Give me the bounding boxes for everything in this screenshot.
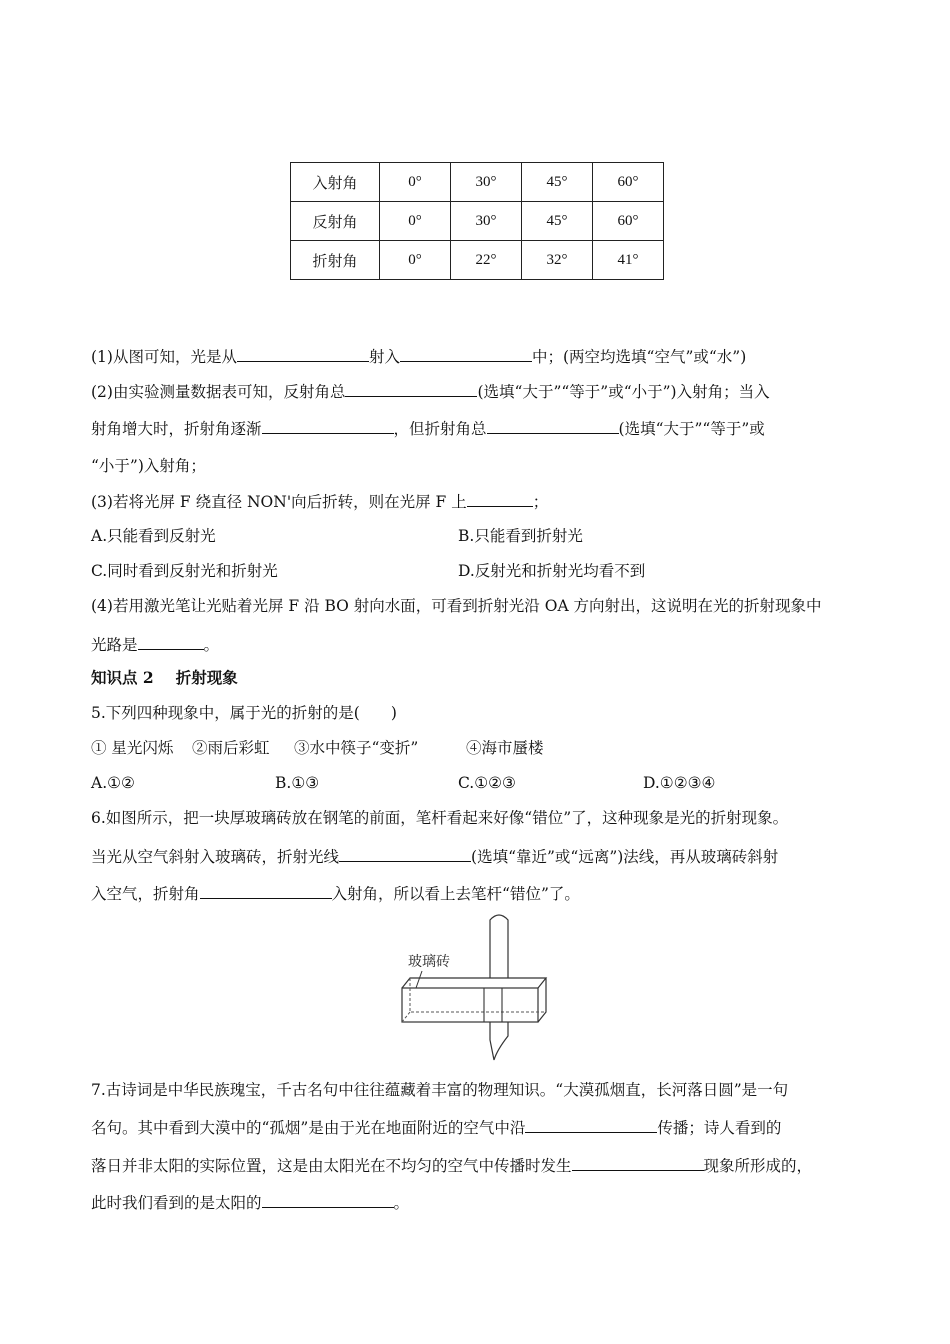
option-d[interactable]: D.反射光和折射光均看不到: [458, 562, 646, 580]
table-cell: 30°: [451, 202, 522, 241]
option-a[interactable]: A.只能看到反射光: [91, 527, 216, 545]
question-3: (3)若将光屏 F 绕直径 NON'向后折转，则在光屏 F 上 ；: [91, 493, 549, 511]
answer-blank[interactable]: [525, 1117, 657, 1133]
table-cell: 60°: [593, 202, 664, 241]
answer-blank[interactable]: [487, 418, 619, 434]
glass-brick-side: [538, 978, 546, 1022]
question-7-line-2: 名句。其中看到大漠中的“孤烟”是由于光在地面附近的空气中沿 传播；诗人看到的: [91, 1119, 782, 1137]
table-cell: 45°: [522, 202, 593, 241]
pen-upper-body: [490, 915, 508, 978]
table-header-cell: 反射角: [291, 202, 380, 241]
table-header-cell: 入射角: [291, 163, 380, 202]
question-5-stem: 5.下列四种现象中，属于光的折射的是( ): [91, 704, 397, 722]
phenomenon-item: ②雨后彩虹: [192, 739, 270, 757]
table-header-cell: 折射角: [291, 241, 380, 280]
question-2-line-2: 射角增大时，折射角逐渐 ，但折射角总 (选填“大于”“等于”或: [91, 420, 765, 438]
question-7-line-1: 7.古诗词是中华民族瑰宝，千古名句中往往蕴藏着丰富的物理知识。“大漠孤烟直，长河落日圆”是一句: [91, 1081, 789, 1099]
question-7-line-3: 落日并非太阳的实际位置，这是由太阳光在不均匀的空气中传播时发生 现象所形成的，: [91, 1157, 813, 1175]
answer-blank[interactable]: [138, 634, 204, 650]
table-row: [291, 241, 664, 280]
phenomenon-item: ① 星光闪烁: [91, 739, 174, 757]
phenomenon-item: ④海市蜃楼: [466, 739, 544, 757]
option-a[interactable]: A.①②: [91, 774, 135, 792]
answer-blank[interactable]: [400, 346, 532, 362]
answer-blank[interactable]: [262, 418, 394, 434]
question-6-line-1: 6.如图所示，把一块厚玻璃砖放在钢笔的前面，笔杆看起来好像“错位”了，这种现象是光的折射现象。: [91, 809, 789, 827]
question-7-line-4: 此时我们看到的是太阳的 。: [91, 1194, 410, 1212]
answer-blank[interactable]: [339, 846, 471, 862]
answer-blank[interactable]: [237, 346, 369, 362]
phenomenon-item: ③水中筷子“变折”: [294, 739, 419, 757]
glass-brick-label: 玻璃砖: [408, 954, 450, 970]
question-2-line-1: (2)由实验测量数据表可知，反射角总 (选填“大于”“等于”或“小于”)入射角；当入: [91, 383, 770, 401]
pen-nib: [490, 1022, 508, 1060]
section-heading: 知识点 2 折射现象: [91, 668, 238, 687]
option-c[interactable]: C.同时看到反射光和折射光: [91, 562, 278, 580]
answer-blank[interactable]: [262, 1192, 394, 1208]
table-cell: 45°: [522, 163, 593, 202]
option-d[interactable]: D.①②③④: [643, 774, 716, 792]
glass-brick-hidden-edges: [402, 978, 546, 1022]
answer-blank[interactable]: [467, 491, 533, 507]
table-row: [291, 202, 664, 241]
table-cell: 60°: [593, 163, 664, 202]
question-2-line-3: “小于”)入射角；: [91, 457, 206, 475]
question-1: (1)从图可知，光是从 射入 中；(两空均选填“空气”或“水”): [91, 348, 747, 366]
question-4-line-2: 光路是 。: [91, 636, 220, 654]
angle-data-table: [290, 162, 664, 280]
answer-blank[interactable]: [200, 883, 332, 899]
table-cell: 0°: [380, 202, 451, 241]
table-cell: 0°: [380, 163, 451, 202]
question-4-line-1: (4)若用激光笔让光贴着光屏 F 沿 BO 射向水面，可看到折射光沿 OA 方向射出，这说明在光的折射现象中: [91, 597, 822, 615]
option-b[interactable]: B.只能看到折射光: [458, 527, 583, 545]
table-row: [291, 163, 664, 202]
option-b[interactable]: B.①③: [275, 774, 320, 792]
table-cell: 22°: [451, 241, 522, 280]
label-leader-line: [416, 971, 422, 988]
glass-brick-top: [402, 978, 546, 988]
glass-brick-pen-figure: [396, 908, 556, 1064]
table-cell: 30°: [451, 163, 522, 202]
option-c[interactable]: C.①②③: [458, 774, 516, 792]
answer-blank[interactable]: [572, 1155, 704, 1171]
question-6-line-3: 入空气，折射角 入射角，所以看上去笔杆“错位”了。: [91, 885, 580, 903]
glass-brick-front: [402, 988, 538, 1022]
question-6-line-2: 当光从空气斜射入玻璃砖，折射光线 (选填“靠近”或“远离”)法线，再从玻璃砖斜射: [91, 848, 779, 866]
answer-blank[interactable]: [345, 381, 477, 397]
table-cell: 0°: [380, 241, 451, 280]
table-cell: 41°: [593, 241, 664, 280]
table-cell: 32°: [522, 241, 593, 280]
